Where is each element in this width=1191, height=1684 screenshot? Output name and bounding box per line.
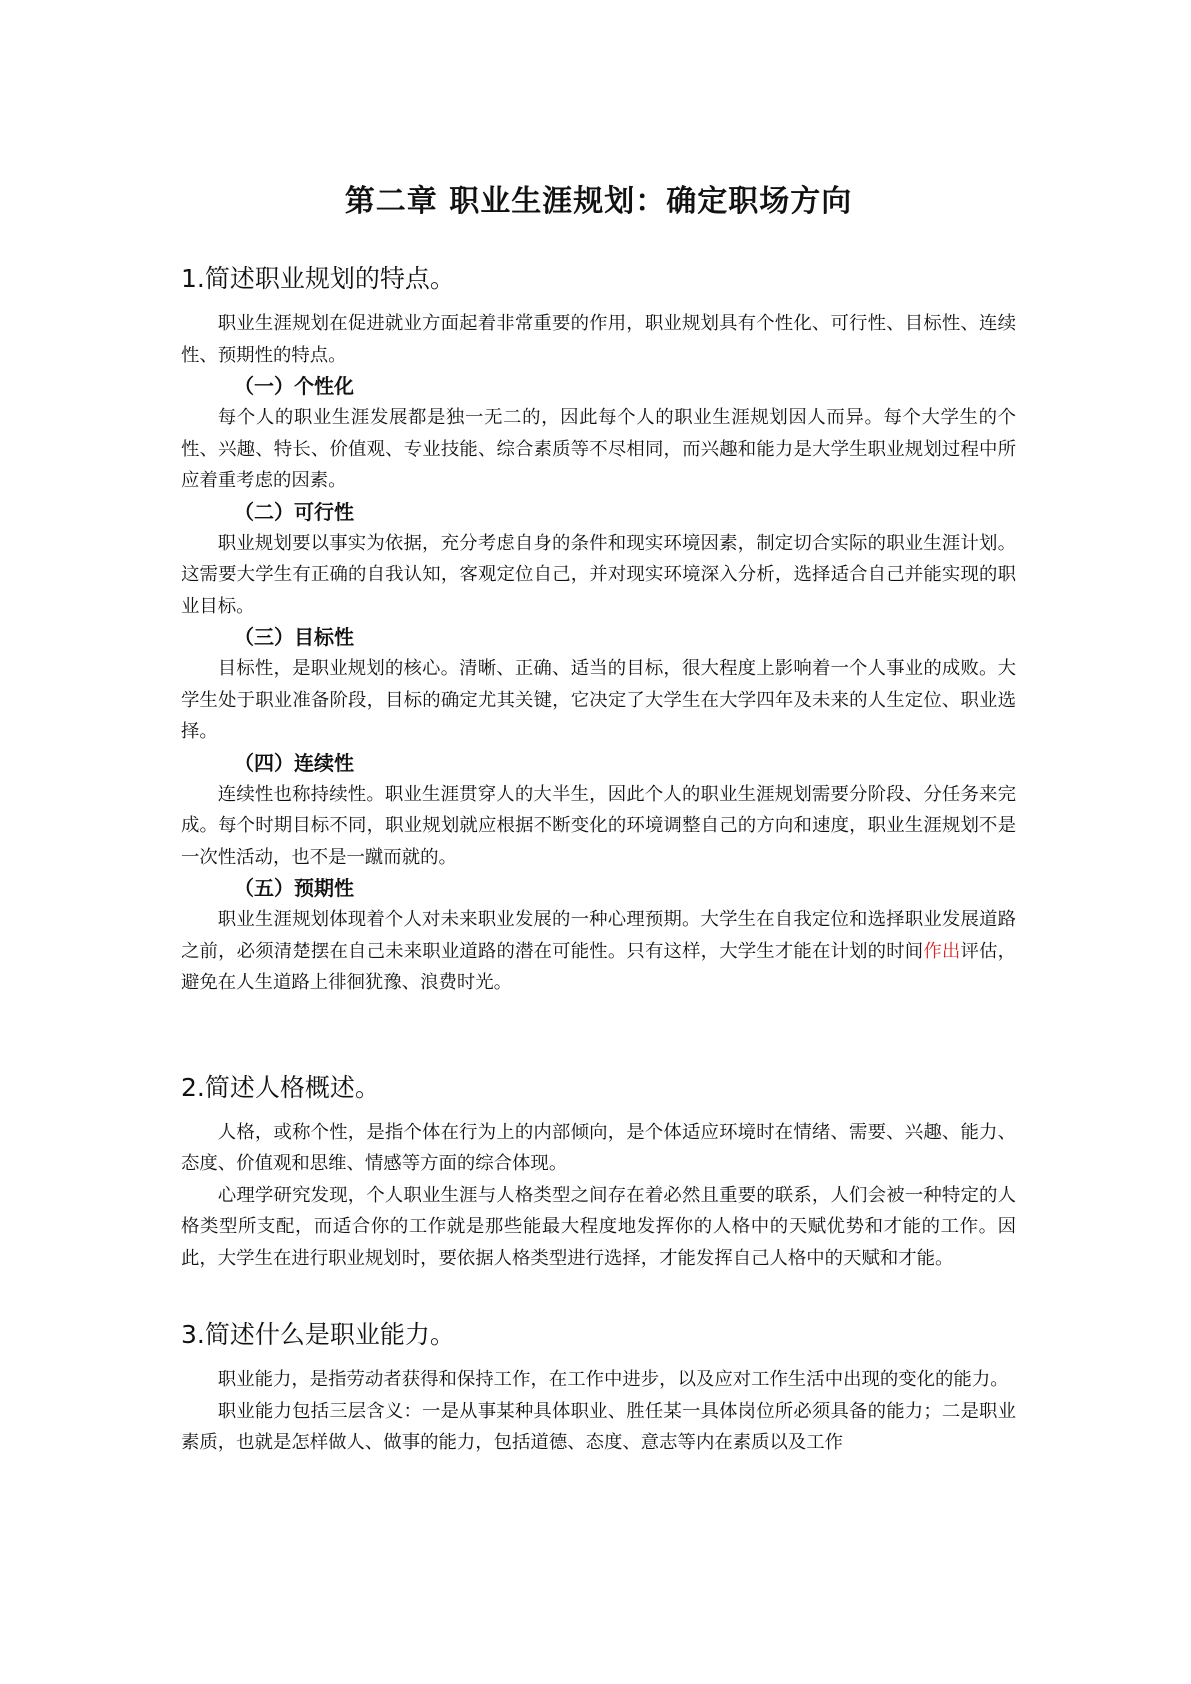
paragraph-expectation	[181, 904, 1016, 999]
subheading-continuity: （四）连续性	[234, 750, 354, 775]
subheading-feasibility: （二）可行性	[234, 499, 354, 524]
section-3	[181, 1318, 1016, 1459]
subheading-expectation: （五）预期性	[234, 876, 354, 900]
expectation-text-start: 职业生涯规划体现着个人对未来职业发展的一种心理预期。大学生在自我定位和选择职业发展道路之前，必须清楚摆在自己未来职业道路的潜在可能性。只有这样，大学生才能在计划的时间	[181, 909, 1016, 962]
paragraph-continuity: 连续性也称持续性。职业生涯贯穿人的大半生，因此个人的职业生涯规划需要分阶段、分任务来完成。每个时期目标不同，职业规划就应根据不断变化的环境调整自己的方向和速度，职业生涯规划不是一次性活动，也不是一蹴而就的。	[181, 783, 1016, 868]
subheading-goal-orientation: （三）目标性	[234, 625, 354, 649]
paragraph-feasibility: 职业规划要以事实为依据，充分考虑自身的条件和现实环境因素，制定切合实际的职业生涯计划。这需要大学生有正确的自我认知，客观定位自己，并对现实环境深入分析，选择适合自己并能实现的职业目标。	[181, 532, 1016, 617]
question-2-heading: 2.简述人格概述。	[181, 1072, 380, 1102]
paragraph-personality-research: 心理学研究发现，个人职业生涯与人格类型之间存在着必然且重要的联系，人们会被一种特定的人格类型所支配，而适合你的工作就是那些能最大程度地发挥你的人格中的天赋优势和才能的工作。因此，大学生在进行职业规划时，要依据人格类型进行选择，才能发挥自己人格中的天赋和才能。	[181, 1184, 1016, 1269]
section-2	[181, 1071, 1016, 1275]
paragraph-personality-definition: 人格，或称个性，是指个体在行为上的内部倾向，是个体适应环境时在情绪、需要、兴趣、能力、态度、价值观和思维、情感等方面的综合体现。	[181, 1121, 1016, 1174]
question-1-intro: 职业生涯规划在促进就业方面起着非常重要的作用，职业规划具有个性化、可行性、目标性、连续性、预期性的特点。	[181, 313, 1016, 366]
subheading-personalization: （一）个性化	[234, 374, 354, 398]
paragraph-vocational-ability-meaning: 职业能力包括三层含义：一是从事某种具体职业、胜任某一具体岗位所必须具备的能力；二是职业素质，也就是怎样做人、做事的能力，包括道德、态度、意志等内在素质以及工作	[181, 1400, 1016, 1453]
paragraph-goal-orientation: 目标性，是职业规划的核心。清晰、正确、适当的目标，很大程度上影响着一个人事业的成败。大学生处于职业准备阶段，目标的确定尤其关键，它决定了大学生在大学四年及未来的人生定位、职业选择。	[181, 658, 1016, 742]
highlighted-word: 作出	[923, 940, 961, 962]
chapter-title: 第二章 职业生涯规划：确定职场方向	[344, 184, 853, 219]
expectation-text-end: 评估，避免在人生道路上徘徊犹豫、浪费时光。	[181, 940, 1016, 993]
section-1	[181, 262, 1016, 999]
paragraph-personalization: 每个人的职业生涯发展都是独一无二的，因此每个人的职业生涯规划因人而异。每个大学生的个性、兴趣、特长、价值观、专业技能、综合素质等不尽相同，而兴趣和能力是大学生职业规划过程中所应着重考虑的因素。	[181, 407, 1016, 491]
paragraph-vocational-ability-definition: 职业能力，是指劳动者获得和保持工作，在工作中进步，以及应对工作生活中出现的变化的能力。	[217, 1369, 1009, 1390]
question-1-heading: 1.简述职业规划的特点。	[181, 264, 455, 293]
question-3-heading: 3.简述什么是职业能力。	[181, 1320, 455, 1349]
